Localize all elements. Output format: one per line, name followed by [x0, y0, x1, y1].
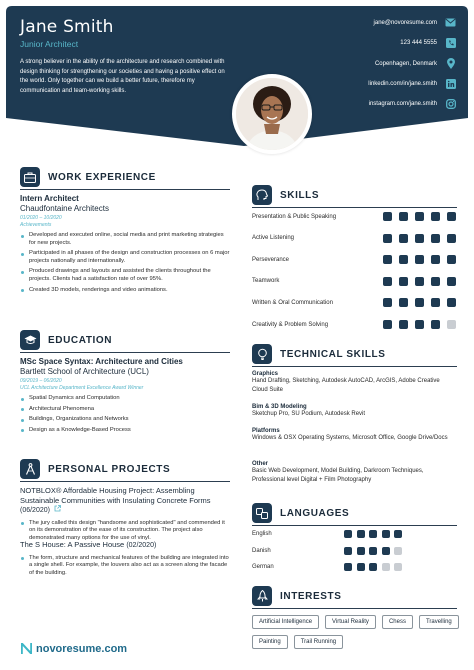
work-experience-heading — [20, 167, 156, 187]
email-icon — [445, 17, 456, 28]
job-company: Chaudfontaine Architects — [20, 204, 109, 213]
skill-name: Written & Oral Communication — [252, 299, 333, 306]
language-row — [252, 530, 402, 538]
head-profile-icon — [252, 185, 272, 205]
rating-dot — [399, 255, 408, 264]
translate-icon — [252, 503, 272, 523]
skills-heading — [252, 185, 319, 205]
skill-rating — [383, 234, 456, 243]
rating-dot — [394, 547, 402, 555]
rating-dot — [415, 277, 424, 286]
project-title: The S House: A Passive House (02/2020) — [20, 540, 157, 549]
novoresume-mark-icon — [20, 642, 33, 655]
skill-rating — [383, 298, 456, 307]
education-dates: 09/2019 – 06/2020 — [20, 378, 62, 384]
tech-group-bim — [252, 404, 457, 419]
list-item: Participated in all phases of the design and construction processes on 6 major projects nationally and internationally. — [20, 250, 230, 265]
tech-group-label: Bim & 3D Modeling — [252, 404, 307, 410]
rating-dot — [431, 320, 440, 329]
skill-row — [252, 255, 456, 264]
rating-dot — [447, 277, 456, 286]
rating-dot — [383, 255, 392, 264]
list-item: Produced drawings and layouts and assisted the clients throughout the projects. Clients had a satisfaction rate of over 95%. — [20, 268, 230, 283]
interest-tag: Travelling — [419, 615, 459, 629]
rating-dot — [431, 255, 440, 264]
rating-dot — [383, 320, 392, 329]
work-experience-title: WORK EXPERIENCE — [48, 171, 156, 183]
interest-tag: Trail Running — [294, 635, 343, 649]
skills-title: SKILLS — [280, 189, 320, 201]
rating-dot — [383, 234, 392, 243]
rating-dot — [344, 547, 352, 555]
tech-group-platforms — [252, 428, 457, 443]
rating-dot — [431, 298, 440, 307]
education-heading — [20, 330, 112, 350]
section-divider — [20, 352, 230, 353]
tech-group-label: Platforms — [252, 428, 280, 434]
rating-dot — [447, 320, 456, 329]
candidate-role: Junior Architect — [20, 39, 79, 49]
education-award: UCL Architecture Department Excellence Award Winner — [20, 385, 144, 391]
languages-title: LANGUAGES — [280, 507, 350, 519]
tech-group-value: Sketchup Pro, SU Podium, Autodesk Revit — [252, 411, 366, 417]
rating-dot — [399, 277, 408, 286]
school-name: Bartlett School of Architecture (UCL) — [20, 367, 149, 376]
rating-dot — [382, 547, 390, 555]
novoresume-logo[interactable] — [20, 642, 127, 655]
rating-dot — [357, 530, 365, 538]
skill-row — [252, 277, 456, 286]
list-item: Design as a Knowledge-Based Process — [20, 427, 230, 435]
skill-name: Teamwork — [252, 278, 280, 285]
rating-dot — [415, 255, 424, 264]
degree-title: MSc Space Syntax: Architecture and Cities — [20, 357, 183, 366]
section-divider — [252, 207, 457, 208]
rating-dot — [357, 547, 365, 555]
language-rating — [344, 547, 402, 555]
briefcase-icon — [20, 167, 40, 187]
achievements-label: Achievements — [20, 222, 52, 228]
tech-group-graphics — [252, 371, 457, 395]
rating-dot — [383, 277, 392, 286]
rating-dot — [382, 563, 390, 571]
language-name: English — [252, 531, 272, 537]
rating-dot — [369, 530, 377, 538]
tech-group-label: Graphics — [252, 371, 279, 377]
interests-heading — [252, 586, 342, 606]
tech-group-label: Other — [252, 461, 269, 467]
rating-dot — [399, 298, 408, 307]
rating-dot — [383, 212, 392, 221]
section-divider — [252, 608, 457, 609]
project-bullets — [20, 520, 230, 543]
education-title: EDUCATION — [48, 334, 113, 346]
section-divider — [20, 481, 230, 482]
rating-dot — [383, 298, 392, 307]
rating-dot — [415, 298, 424, 307]
rating-dot — [394, 563, 402, 571]
list-item: Architectural Phenomena — [20, 406, 230, 414]
interests-title: INTERESTS — [280, 590, 342, 602]
skill-name: Creativity & Problem Solving — [252, 321, 329, 328]
skill-name: Presentation & Public Speaking — [252, 213, 337, 220]
skill-row — [252, 212, 456, 221]
contact-location-text: Copenhagen, Denmark — [374, 60, 437, 67]
job-title: Intern Architect — [20, 194, 79, 203]
language-rating — [344, 563, 402, 571]
instagram-icon — [445, 98, 456, 109]
skill-row — [252, 320, 456, 329]
tech-group-value: Windows & OSX Operating Systems, Microsoft Office, Google Drive/Docs — [252, 435, 448, 441]
contact-instagram-text: instagram.com/jane.smith — [368, 100, 437, 107]
languages-heading — [252, 503, 349, 523]
profile-photo — [232, 74, 312, 154]
interest-tag: Chess — [382, 615, 413, 629]
rating-dot — [431, 234, 440, 243]
rating-dot — [447, 212, 456, 221]
candidate-name: Jane Smith — [20, 17, 114, 37]
interest-tags — [252, 615, 462, 649]
footer-brand: novoresume.com — [36, 642, 128, 655]
contact-linkedin-text: linkedin.com/in/jane.smith — [368, 80, 437, 87]
rating-dot — [344, 530, 352, 538]
rating-dot — [394, 530, 402, 538]
language-name: German — [252, 564, 274, 570]
contact-phone-text: 123 444 5555 — [400, 39, 437, 46]
rating-dot — [431, 212, 440, 221]
location-icon — [445, 58, 456, 69]
contact-phone[interactable] — [400, 37, 456, 48]
rating-dot — [447, 255, 456, 264]
rating-dot — [399, 320, 408, 329]
interest-tag: Artificial Intelligence — [252, 615, 319, 629]
language-rating — [344, 530, 402, 538]
list-item: The jury called this design "handsome and sophisticated" and commended it on its demonstration of the ease of its construction. The project also demonstrated many options for the use of vinyl. — [20, 520, 230, 543]
rating-dot — [357, 563, 365, 571]
technical-skills-title: TECHNICAL SKILLS — [280, 348, 386, 360]
work-entry — [20, 194, 230, 297]
lightbulb-icon — [252, 344, 272, 364]
personal-projects-heading — [20, 459, 170, 479]
job-dates: 01/2020 – 10/2020 — [20, 215, 62, 221]
linkedin-icon — [445, 78, 456, 89]
list-item: Spatial Dynamics and Computation — [20, 395, 230, 403]
skill-row — [252, 298, 456, 307]
section-divider — [252, 366, 457, 367]
skill-row — [252, 234, 456, 243]
contact-email-text: jane@novoresume.com — [373, 19, 437, 26]
tech-group-value: Basic Web Development, Model Building, Darkroom Techniques, Professional level Digital + Film Photography — [252, 468, 424, 483]
skill-name: Perseverance — [252, 256, 290, 263]
rating-dot — [399, 234, 408, 243]
graduation-cap-icon — [20, 330, 40, 350]
skill-rating — [383, 212, 456, 221]
rating-dot — [399, 212, 408, 221]
list-item: Created 3D models, renderings and video animations. — [20, 287, 230, 295]
technical-skills-heading — [252, 344, 386, 364]
rocket-icon — [252, 586, 272, 606]
language-row — [252, 563, 402, 571]
section-divider — [252, 525, 457, 526]
project-entry-2 — [20, 540, 230, 580]
interest-tag: Painting — [252, 635, 288, 649]
rating-dot — [382, 530, 390, 538]
compass-icon — [20, 459, 40, 479]
skill-rating — [383, 320, 456, 329]
rating-dot — [369, 547, 377, 555]
education-bullets — [20, 395, 230, 434]
rating-dot — [431, 277, 440, 286]
skill-name: Active Listening — [252, 235, 295, 242]
personal-projects-title: PERSONAL PROJECTS — [48, 463, 171, 475]
external-link-icon[interactable] — [54, 505, 61, 512]
tech-group-value: Hand Drafting, Sketching, Autodesk AutoCAD, ArcGIS, Adobe Creative Cloud Suite — [252, 378, 440, 393]
rating-dot — [415, 234, 424, 243]
contact-instagram[interactable] — [369, 98, 456, 109]
skill-rating — [383, 255, 456, 264]
interest-tag: Virtual Reality — [325, 615, 376, 629]
list-item: Buildings, Organizations and Networks — [20, 416, 230, 424]
summary-text: A strong believer in the ability of the architecture and research combined with design thinking for strengthening our societies and having a positive effect on the world. Only together can we build a better future, therefore my communication and team-working skills. — [20, 59, 225, 94]
contact-linkedin[interactable] — [368, 78, 456, 89]
section-divider — [20, 189, 230, 190]
project-title: NOTBLOX® Affordable Housing Project: Assembling Sustainable Communities with Insulating Concrete Forms (06/2020) — [20, 486, 211, 514]
list-item: The form, structure and mechanical features of the building are integrated into a single shell. For example, the louvers also act as a screen along the facade of the building. — [20, 555, 230, 578]
work-bullets — [20, 232, 230, 294]
rating-dot — [344, 563, 352, 571]
contact-email[interactable] — [374, 17, 456, 28]
language-row — [252, 547, 402, 555]
skill-rating — [383, 277, 456, 286]
list-item: Developed and executed online, social media and print marketing strategies for new projects. — [20, 232, 230, 247]
rating-dot — [447, 234, 456, 243]
contact-location — [375, 58, 456, 69]
project-entry-1 — [20, 486, 230, 545]
rating-dot — [447, 298, 456, 307]
rating-dot — [415, 212, 424, 221]
tech-group-other — [252, 461, 457, 485]
education-entry — [20, 357, 230, 437]
rating-dot — [415, 320, 424, 329]
language-name: Danish — [252, 547, 271, 554]
rating-dot — [369, 563, 377, 571]
phone-icon — [445, 37, 456, 48]
project-bullets — [20, 555, 230, 578]
